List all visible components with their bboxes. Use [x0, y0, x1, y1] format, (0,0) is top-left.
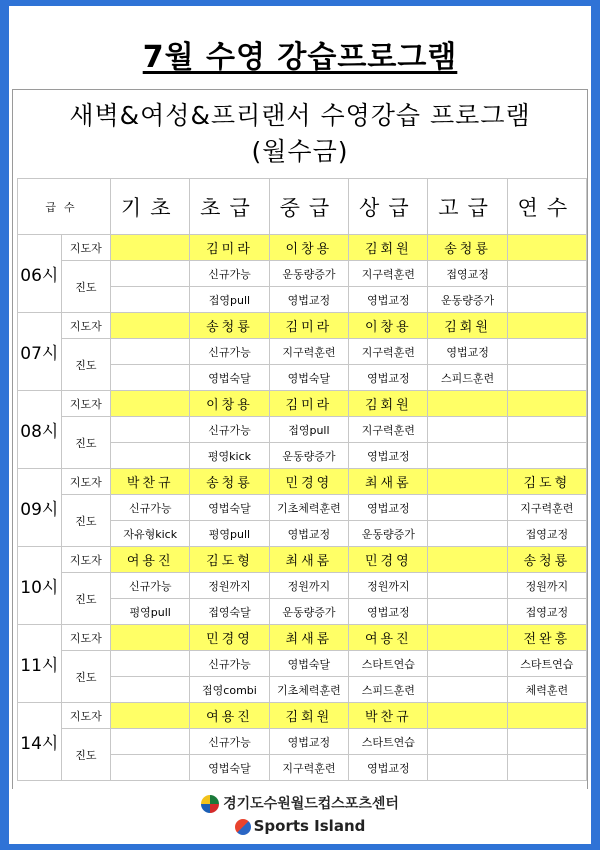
instructor-cell [428, 703, 507, 729]
instructor-cell: 김회원 [349, 235, 428, 261]
progress-cell: 지구력훈련 [349, 261, 428, 287]
progress-cell: 기초체력훈련 [269, 677, 349, 703]
progress-cell [507, 417, 586, 443]
progress-cell: 스피드훈련 [428, 365, 507, 391]
instructor-cell: 이창용 [269, 235, 349, 261]
progress-cell [507, 365, 586, 391]
instructor-cell: 김도형 [507, 469, 586, 495]
instructor-cell: 김도형 [190, 547, 269, 573]
instructor-cell [111, 703, 190, 729]
instructor-label: 지도자 [61, 235, 111, 261]
instructor-label: 지도자 [61, 703, 111, 729]
instructor-row [18, 625, 587, 651]
progress-cell [428, 651, 507, 677]
instructor-cell: 박찬규 [111, 469, 190, 495]
progress-cell [111, 287, 190, 313]
poster [9, 6, 591, 844]
instructor-cell [111, 235, 190, 261]
instructor-row [18, 469, 587, 495]
progress-cell [507, 729, 586, 755]
instructor-cell: 이창용 [190, 391, 269, 417]
instructor-cell [507, 235, 586, 261]
progress-cell: 영법교정 [428, 339, 507, 365]
progress-cell: 정원까지 [269, 573, 349, 599]
progress-cell: 영법숙달 [190, 365, 269, 391]
subtitle-line-1: 새벽&여성&프리랜서 수영강습 프로그램 [69, 101, 531, 130]
progress-cell: 지구력훈련 [507, 495, 586, 521]
progress-cell: 영법교정 [269, 729, 349, 755]
progress-cell: 영법숙달 [269, 651, 349, 677]
instructor-cell [507, 313, 586, 339]
progress-cell: 영법교정 [349, 495, 428, 521]
progress-label: 진도 [61, 729, 111, 781]
instructor-cell: 박찬규 [349, 703, 428, 729]
progress-cell [507, 339, 586, 365]
instructor-cell: 최새롬 [349, 469, 428, 495]
progress-cell: 자유형kick [111, 521, 190, 547]
progress-cell: 운동량증가 [349, 521, 428, 547]
progress-cell: 체력훈련 [507, 677, 586, 703]
progress-cell: 영법교정 [349, 755, 428, 781]
progress-cell: 영법교정 [349, 287, 428, 313]
progress-cell: 평영pull [111, 599, 190, 625]
progress-cell [111, 417, 190, 443]
instructor-cell: 민경영 [269, 469, 349, 495]
instructor-cell [428, 547, 507, 573]
instructor-cell: 송청룡 [190, 313, 269, 339]
progress-cell: 접영교정 [507, 599, 586, 625]
progress-row [18, 417, 587, 443]
progress-cell: 신규가능 [111, 573, 190, 599]
instructor-cell: 김미라 [269, 313, 349, 339]
progress-cell: 접영pull [190, 287, 269, 313]
progress-cell [428, 729, 507, 755]
instructor-cell [507, 391, 586, 417]
progress-cell: 평영pull [190, 521, 269, 547]
instructor-cell: 전완흥 [507, 625, 586, 651]
instructor-label: 지도자 [61, 391, 111, 417]
page-title: 7월 수영 강습프로그램 [142, 40, 458, 75]
instructor-cell: 송청룡 [428, 235, 507, 261]
progress-cell [428, 443, 507, 469]
grade-header: 급수 [18, 179, 111, 235]
time-slot: 08시 [18, 391, 62, 469]
progress-cell: 신규가능 [190, 261, 269, 287]
progress-cell [111, 677, 190, 703]
footer-org [9, 793, 591, 813]
instructor-cell: 여용진 [349, 625, 428, 651]
progress-cell: 지구력훈련 [269, 755, 349, 781]
instructor-row [18, 703, 587, 729]
progress-cell: 영법숙달 [190, 755, 269, 781]
instructor-cell [111, 313, 190, 339]
column-header: 연수 [507, 179, 586, 235]
progress-cell: 정원까지 [349, 573, 428, 599]
progress-cell: 영법숙달 [269, 365, 349, 391]
progress-cell [507, 443, 586, 469]
progress-cell: 영법교정 [349, 365, 428, 391]
progress-row [18, 339, 587, 365]
progress-cell: 영법교정 [269, 521, 349, 547]
progress-cell: 신규가능 [111, 495, 190, 521]
progress-cell: 접영교정 [507, 521, 586, 547]
progress-cell: 지구력훈련 [349, 339, 428, 365]
instructor-cell: 송청룡 [507, 547, 586, 573]
subtitle-line-2: (월수금) [251, 137, 349, 167]
time-slot: 14시 [18, 703, 62, 781]
progress-cell [111, 339, 190, 365]
progress-cell [428, 755, 507, 781]
progress-cell [111, 755, 190, 781]
progress-cell: 스피드훈련 [349, 677, 428, 703]
progress-cell [507, 261, 586, 287]
progress-cell: 평영kick [190, 443, 269, 469]
instructor-cell: 민경영 [349, 547, 428, 573]
instructor-cell [428, 469, 507, 495]
header-row [18, 179, 587, 235]
progress-label: 진도 [61, 339, 111, 391]
instructor-label: 지도자 [61, 469, 111, 495]
time-slot: 07시 [18, 313, 62, 391]
column-header: 기초 [111, 179, 190, 235]
progress-cell [507, 287, 586, 313]
instructor-cell: 최새롬 [269, 625, 349, 651]
progress-cell: 접영pull [269, 417, 349, 443]
progress-cell: 접영숙달 [190, 599, 269, 625]
progress-cell: 접영combi [190, 677, 269, 703]
column-header: 초급 [190, 179, 269, 235]
progress-cell: 정원까지 [190, 573, 269, 599]
instructor-row [18, 313, 587, 339]
progress-cell: 신규가능 [190, 651, 269, 677]
progress-cell: 운동량증가 [428, 287, 507, 313]
instructor-row [18, 547, 587, 573]
progress-cell [428, 417, 507, 443]
progress-cell [111, 443, 190, 469]
time-slot: 09시 [18, 469, 62, 547]
instructor-row [18, 391, 587, 417]
progress-cell [111, 261, 190, 287]
progress-row [18, 495, 587, 521]
progress-row [18, 651, 587, 677]
instructor-label: 지도자 [61, 625, 111, 651]
time-slot: 11시 [18, 625, 62, 703]
instructor-cell: 김회원 [349, 391, 428, 417]
progress-cell: 신규가능 [190, 339, 269, 365]
progress-cell: 영법교정 [349, 443, 428, 469]
progress-cell: 신규가능 [190, 729, 269, 755]
instructor-cell: 최새롬 [269, 547, 349, 573]
progress-row [18, 261, 587, 287]
subtitle [13, 98, 587, 171]
progress-cell [428, 573, 507, 599]
progress-cell: 신규가능 [190, 417, 269, 443]
progress-cell: 기초체력훈련 [269, 495, 349, 521]
instructor-cell: 김회원 [269, 703, 349, 729]
instructor-label: 지도자 [61, 313, 111, 339]
progress-cell [111, 729, 190, 755]
progress-cell: 지구력훈련 [349, 417, 428, 443]
progress-cell [111, 365, 190, 391]
instructor-cell [111, 391, 190, 417]
progress-cell [428, 521, 507, 547]
time-slot: 06시 [18, 235, 62, 313]
column-header: 고급 [428, 179, 507, 235]
progress-cell [507, 755, 586, 781]
instructor-cell: 김미라 [269, 391, 349, 417]
progress-cell: 영법교정 [269, 287, 349, 313]
schedule-table [17, 178, 587, 781]
soccer-ball-logo-icon [201, 795, 219, 813]
time-slot: 10시 [18, 547, 62, 625]
progress-label: 진도 [61, 495, 111, 547]
sports-island-logo-icon [235, 819, 251, 835]
instructor-cell: 김회원 [428, 313, 507, 339]
progress-cell [428, 495, 507, 521]
schedule-sheet [12, 89, 588, 789]
instructor-cell [111, 625, 190, 651]
progress-cell: 영법교정 [349, 599, 428, 625]
progress-row [18, 573, 587, 599]
instructor-label: 지도자 [61, 547, 111, 573]
instructor-cell: 여용진 [111, 547, 190, 573]
progress-label: 진도 [61, 417, 111, 469]
progress-cell: 접영교정 [428, 261, 507, 287]
progress-cell: 스타트연습 [349, 651, 428, 677]
instructor-cell [428, 625, 507, 651]
footer-brand-name: Sports Island [253, 817, 366, 835]
progress-cell [428, 599, 507, 625]
instructor-cell: 여용진 [190, 703, 269, 729]
instructor-cell [428, 391, 507, 417]
progress-cell: 영법숙달 [190, 495, 269, 521]
column-header: 상급 [349, 179, 428, 235]
instructor-cell: 김미라 [190, 235, 269, 261]
progress-cell [111, 651, 190, 677]
instructor-cell: 이창용 [349, 313, 428, 339]
progress-cell: 운동량증가 [269, 443, 349, 469]
progress-cell: 스타트연습 [507, 651, 586, 677]
progress-cell [428, 677, 507, 703]
progress-label: 진도 [61, 261, 111, 313]
instructor-row [18, 235, 587, 261]
progress-cell: 정원까지 [507, 573, 586, 599]
progress-cell: 운동량증가 [269, 599, 349, 625]
progress-row [18, 729, 587, 755]
progress-label: 진도 [61, 651, 111, 703]
instructor-cell [507, 703, 586, 729]
progress-cell: 지구력훈련 [269, 339, 349, 365]
progress-cell: 스타트연습 [349, 729, 428, 755]
progress-cell: 운동량증가 [269, 261, 349, 287]
instructor-cell: 송청룡 [190, 469, 269, 495]
column-header: 중급 [269, 179, 349, 235]
progress-label: 진도 [61, 573, 111, 625]
footer-brand [9, 817, 591, 835]
footer-org-name: 경기도수원월드컵스포츠센터 [223, 796, 399, 812]
instructor-cell: 민경영 [190, 625, 269, 651]
